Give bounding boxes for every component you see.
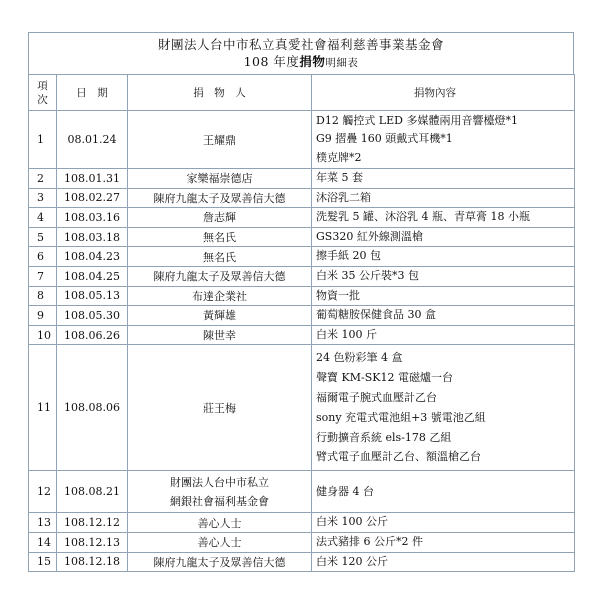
row-number: 8 bbox=[29, 286, 57, 306]
row-date: 108.12.12 bbox=[57, 513, 128, 533]
item-line: GS320 紅外線測溫槍 bbox=[316, 229, 423, 243]
row-number: 15 bbox=[29, 552, 57, 572]
table-row bbox=[29, 169, 575, 189]
row-donor: 無名氏 bbox=[128, 227, 312, 247]
item-line: 24 色粉彩筆 4 盒 bbox=[316, 351, 403, 365]
row-donor: 黃輝雄 bbox=[128, 306, 312, 326]
row-items bbox=[312, 111, 575, 169]
title-block bbox=[28, 32, 574, 74]
donor-line: 財團法人台中市私立 bbox=[170, 475, 269, 489]
donation-table bbox=[28, 74, 575, 572]
row-number: 12 bbox=[29, 471, 57, 513]
item-line: 沐浴乳二箱 bbox=[316, 190, 371, 204]
row-date: 108.08.06 bbox=[57, 345, 128, 471]
row-donor: 陳府九龍太子及眾善信大德 bbox=[128, 188, 312, 208]
row-donor: 莊王梅 bbox=[128, 345, 312, 471]
table-row bbox=[29, 513, 575, 533]
row-number: 6 bbox=[29, 247, 57, 267]
row-number: 1 bbox=[29, 111, 57, 169]
item-line: G9 摺疊 160 頭戴式耳機*1 bbox=[316, 132, 453, 146]
row-date: 108.03.18 bbox=[57, 227, 128, 247]
header-items: 捐物內容 bbox=[312, 75, 575, 111]
row-number: 2 bbox=[29, 169, 57, 189]
item-line: 洗髮乳 5 罐、沐浴乳 4 瓶、青草膏 18 小瓶 bbox=[316, 210, 530, 224]
row-donor bbox=[128, 471, 312, 513]
organization-title: 財團法人台中市私立真愛社會福利慈善事業基金會 bbox=[157, 37, 444, 52]
table-row bbox=[29, 552, 575, 572]
row-date: 108.02.27 bbox=[57, 188, 128, 208]
row-number: 10 bbox=[29, 325, 57, 345]
title-emphasis: 捐物 bbox=[299, 54, 326, 69]
item-line: 白米 120 公斤 bbox=[316, 554, 388, 568]
item-line: 聲寶 KM-SK12 電磁爐一台 bbox=[316, 371, 453, 385]
item-line: 法式豬排 6 公斤*2 件 bbox=[316, 534, 423, 548]
item-line: 物資一批 bbox=[316, 288, 360, 302]
row-items bbox=[312, 325, 575, 345]
row-number: 5 bbox=[29, 227, 57, 247]
row-items bbox=[312, 552, 575, 572]
row-items bbox=[312, 513, 575, 533]
row-date: 108.03.16 bbox=[57, 208, 128, 228]
item-line: 白米 100 公斤 bbox=[316, 515, 388, 529]
item-line: 樸克牌*2 bbox=[316, 150, 362, 164]
row-items bbox=[312, 188, 575, 208]
table-row bbox=[29, 306, 575, 326]
table-row bbox=[29, 532, 575, 552]
row-donor: 無名氏 bbox=[128, 247, 312, 267]
item-line: 年菜 5 套 bbox=[316, 171, 363, 184]
row-items bbox=[312, 345, 575, 471]
row-donor: 善心人士 bbox=[128, 532, 312, 552]
row-date: 108.08.21 bbox=[57, 471, 128, 513]
row-donor: 詹志輝 bbox=[128, 208, 312, 228]
row-donor: 陳府九龍太子及眾善信大德 bbox=[128, 552, 312, 572]
table-row bbox=[29, 111, 575, 169]
row-date: 08.01.24 bbox=[57, 111, 128, 169]
header-row bbox=[29, 75, 575, 111]
item-line: 擦手紙 20 包 bbox=[316, 249, 381, 263]
item-line: sony 充電式電池組+3 號電池乙組 bbox=[316, 410, 486, 424]
table-row bbox=[29, 208, 575, 228]
item-line: 健身器 4 台 bbox=[316, 484, 374, 498]
row-number: 9 bbox=[29, 306, 57, 326]
table-row bbox=[29, 286, 575, 306]
header-index: 項 次 bbox=[29, 75, 57, 111]
row-donor: 善心人士 bbox=[128, 513, 312, 533]
table-row bbox=[29, 227, 575, 247]
row-date: 108.05.30 bbox=[57, 306, 128, 326]
item-line: 福爾電子腕式血壓計乙台 bbox=[316, 391, 437, 405]
item-line: 白米 35 公斤裝*3 包 bbox=[316, 268, 419, 282]
table-row bbox=[29, 471, 575, 513]
row-items bbox=[312, 471, 575, 513]
row-date: 108.05.13 bbox=[57, 286, 128, 306]
row-donor: 陳府九龍太子及眾善信大德 bbox=[128, 266, 312, 286]
donation-sheet bbox=[28, 32, 574, 572]
row-number: 11 bbox=[29, 345, 57, 471]
row-donor: 布達企業社 bbox=[128, 286, 312, 306]
row-items bbox=[312, 208, 575, 228]
table-row bbox=[29, 188, 575, 208]
table-row bbox=[29, 247, 575, 267]
row-date: 108.12.18 bbox=[57, 552, 128, 572]
row-number: 14 bbox=[29, 532, 57, 552]
row-number: 7 bbox=[29, 266, 57, 286]
item-line: 白米 100 斤 bbox=[316, 327, 377, 341]
item-line: 行動擴音系統 els-178 乙組 bbox=[316, 430, 452, 444]
row-items bbox=[312, 266, 575, 286]
header-donor: 捐 物 人 bbox=[128, 75, 312, 111]
table-title bbox=[29, 53, 573, 72]
title-suffix: 明細表 bbox=[325, 57, 359, 69]
table-row bbox=[29, 345, 575, 471]
title-year: 108 年度 bbox=[243, 54, 300, 69]
item-line: D12 觸控式 LED 多媒體兩用音響檯燈*1 bbox=[316, 113, 518, 127]
row-items bbox=[312, 306, 575, 326]
row-items bbox=[312, 247, 575, 267]
table-row bbox=[29, 266, 575, 286]
row-items bbox=[312, 227, 575, 247]
item-line: 葡萄糖胺保健食品 30 盒 bbox=[316, 308, 436, 322]
row-items bbox=[312, 286, 575, 306]
row-number: 3 bbox=[29, 188, 57, 208]
row-date: 108.01.31 bbox=[57, 169, 128, 189]
row-date: 108.04.25 bbox=[57, 266, 128, 286]
row-date: 108.04.23 bbox=[57, 247, 128, 267]
item-line: 臂式電子血壓計乙台、額溫槍乙台 bbox=[316, 450, 481, 464]
row-donor: 王耀鼎 bbox=[128, 111, 312, 169]
row-items bbox=[312, 532, 575, 552]
table-row bbox=[29, 325, 575, 345]
row-donor: 家樂福崇德店 bbox=[128, 169, 312, 189]
row-items bbox=[312, 169, 575, 189]
row-number: 4 bbox=[29, 208, 57, 228]
row-donor: 陳世幸 bbox=[128, 325, 312, 345]
header-date: 日 期 bbox=[57, 75, 128, 111]
row-date: 108.06.26 bbox=[57, 325, 128, 345]
row-date: 108.12.13 bbox=[57, 532, 128, 552]
donor-line: 網銀社會福利基金會 bbox=[170, 494, 269, 508]
row-number: 13 bbox=[29, 513, 57, 533]
